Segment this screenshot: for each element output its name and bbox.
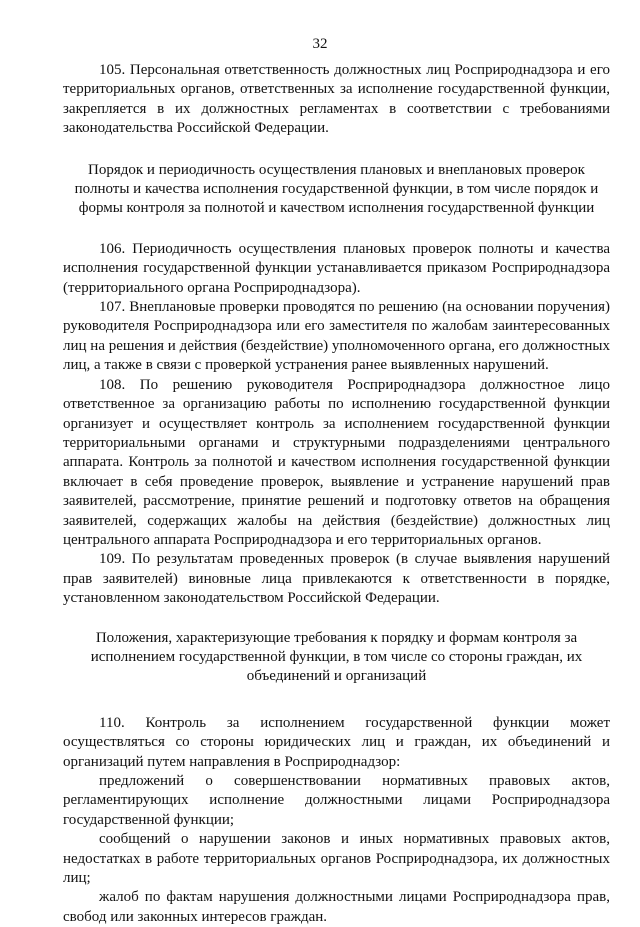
paragraph-107: 107. Внеплановые проверки проводятся по решению (на основании поручения) руководителя Росприроднадзора или его заместителя по жалобам заинтересованных лиц на решения и действия (бездействие) уполномоченного органа, его должностных лиц, а также в связи с проверкой устранения ранее выявленных нарушений.	[63, 299, 610, 374]
list-item-proposals: предложений о совершенствовании нормативных правовых актов, регламентирующих исполнение должностными лицами Росприроднадзора государственной функции;	[63, 773, 610, 828]
paragraph-106: 106. Периодичность осуществления плановых проверок полноты и качества исполнения государственной функции устанавливается приказом Росприроднадзора (территориального органа Росприроднадзора).	[63, 240, 610, 296]
section-heading-control: Положения, характеризующие требования к порядку и формам контроля за исполнением государственной функции, в том числе со стороны граждан, их объединений и организаций	[90, 629, 583, 685]
paragraph-105: 105. Персональная ответственность должностных лиц Росприроднадзора и его территориальных органов, ответственных за исполнение государственной функции, закрепляется в их должностных регламентах в соответствии с требованиями законодательства Российской Федерации.	[63, 62, 610, 137]
paragraph-110: 110. Контроль за исполнением государственной функции может осуществляться со стороны юридических лиц и граждан, их объединений и организаций путем направления в Росприроднадзор:	[63, 714, 610, 770]
list-item-complaints: жалоб по фактам нарушения должностными лицами Росприроднадзора прав, свобод или законных интересов граждан.	[63, 889, 610, 925]
paragraph-108: 108. По решению руководителя Росприроднадзора должностное лицо ответственное за организацию работы по исполнению государственной функции организует и осуществляет контроль за исполнением государственной функции территориальными органами и структурными подразделениями центрального аппарата. Контроль за полнотой и качеством исполнения государственной функции включает в себя проведение проверок, выявление и устранение нарушений прав заявителей, рассмотрение, принятие решений и подготовку ответов на обращения заявителей, содержащих жалобы на действия (бездействие) должностных лиц центрального аппарата Росприроднадзора и его территориальных органов.	[63, 376, 610, 548]
section-heading-inspections: Порядок и периодичность осуществления плановых и внеплановых проверок полноты и качества исполнения государственной функции, в том числе порядок и формы контроля за полнотой и качеством исполнения государственной функции	[74, 161, 599, 217]
page-number: 32	[312, 36, 328, 52]
document-body	[63, 61, 610, 927]
list-item-reports: сообщений о нарушении законов и иных нормативных правовых актов, недостатках в работе территориальных органов Росприроднадзора, их должностных лиц;	[63, 831, 610, 887]
paragraph-109: 109. По результатам проведенных проверок (в случае выявления нарушений прав заявителей) виновные лица привлекаются к ответственности в порядке, установленном законодательством Российской Федерации.	[63, 551, 610, 607]
